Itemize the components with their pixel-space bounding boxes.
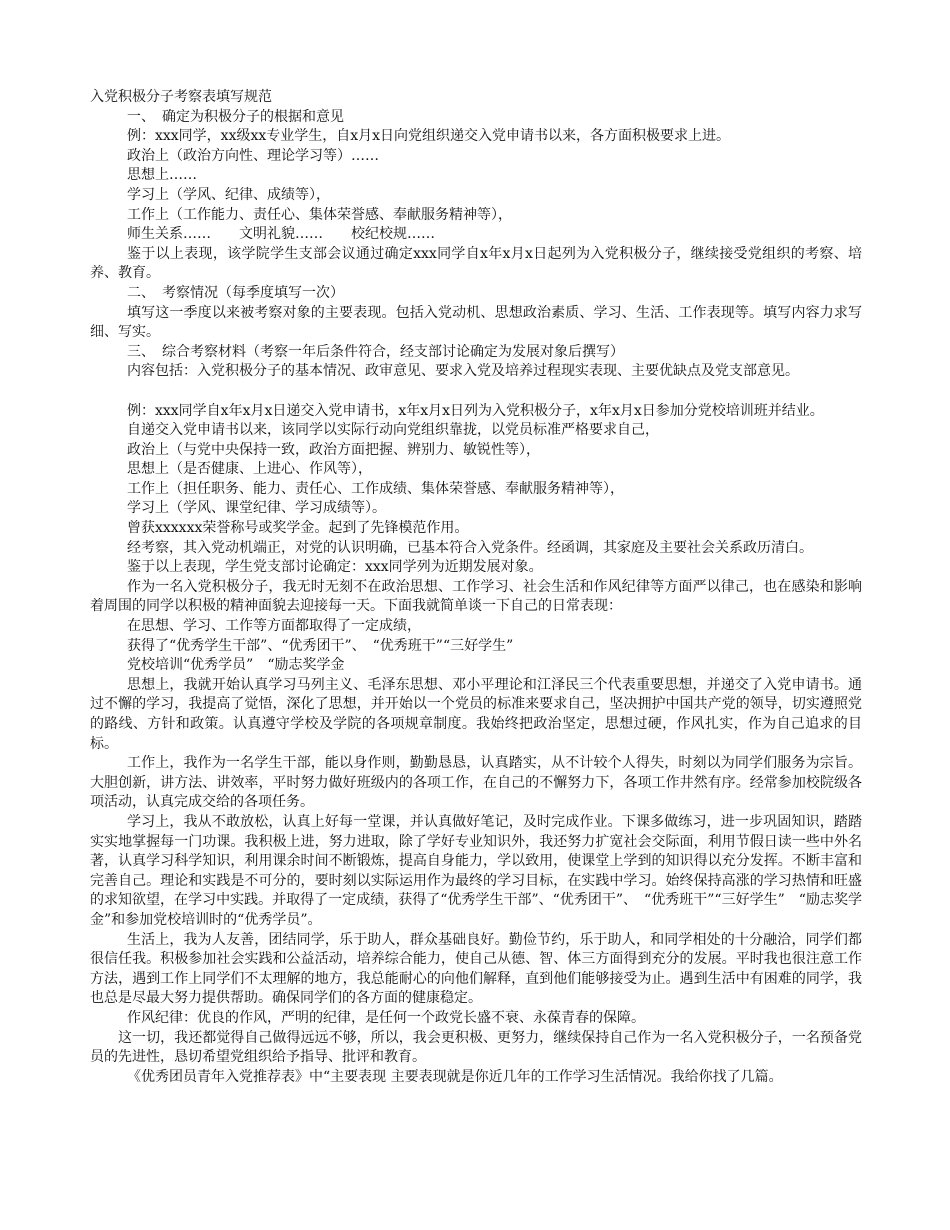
paragraph: 政治上（与党中央保持一致，政治方面把握、辨别力、敏锐性等）， bbox=[127, 441, 540, 458]
paragraph: 获得了“优秀学生干部”、“优秀团干”、 “优秀班干”“三好学生” bbox=[127, 637, 514, 654]
blank-line bbox=[90, 382, 862, 402]
paragraph: 鉴于以上表现，学生党支部讨论确定：xxx同学列为近期发展对象。 bbox=[127, 559, 543, 576]
paragraph: 思想上，我就开始认真学习马列主义、毛泽东思想、邓小平理论和江泽民三个代表重要思想，并递交了入党申请书。通过不懈的学习，我提高了觉悟，深化了思想，并开始以一个党员的标准来要求自己，坚决拥护中国共产党的领导，切实遵照党的路线、方针和政策。认真遵守学校及学院的各项规章制度。我始终把政治坚定，思想过硬，作风扎实，作为自己追求的目标。 bbox=[90, 676, 862, 752]
paragraph: 《优秀团员青年入党推荐表》中“主要表现 主要表现就是你近几年的工作学习生活情况。我给你找了几篇。 bbox=[127, 1068, 783, 1085]
paragraph: 填写这一季度以来被考察对象的主要表现。包括入党动机、思想政治素质、学习、生活、工作表现等。填写内容力求写细、写实。 bbox=[90, 304, 862, 341]
paragraph: 学习上（学风、课堂纪律、学习成绩等）。 bbox=[127, 500, 386, 517]
paragraph: 作风纪律：优良的作风，严明的纪律，是任何一个政党长盛不衰、永葆青春的保障。 bbox=[127, 1009, 645, 1026]
paragraph: 在思想、学习、工作等方面都取得了一定成绩， bbox=[127, 618, 421, 635]
document-title: 入党积极分子考察表填写规范 bbox=[90, 89, 272, 105]
paragraph: 自递交入党申请书以来，该同学以实际行动向党组织靠拢，以党员标准严格要求自己， bbox=[127, 422, 659, 439]
paragraph: 生活上，我为人友善，团结同学，乐于助人，群众基础良好。勤俭节约，乐于助人，和同学相处的十分融洽，同学们都很信任我。积极参加社会实践和公益活动，培养综合能力，使自己从德、智、体三方面得到充分的发展。平时我也很注意工作方法，遇到工作上同学们不太理解的地方，我总能耐心的向他们解释，直到他们能够接受为止。遇到生活中有困难的同学，我也总是尽最大努力提供帮助。确保同学们的各方面的健康稳定。 bbox=[90, 931, 862, 1007]
paragraph: 师生关系…… 文明礼貌…… 校纪校规…… bbox=[127, 226, 435, 243]
paragraph: 这一切，我还都觉得自己做得远远不够，所以，我会更积极、更努力，继续保持自己作为一名入党积极分子，一名预备党员的先进性，恳切希望党组织给予指导、批评和教育。 bbox=[90, 1029, 862, 1066]
paragraph: 政治上（政治方向性、理论学习等）…… bbox=[127, 147, 379, 164]
paragraph: 例：xxx同学自x年x月x日递交入党申请书，x年x月x日列为入党积极分子，x年x月x日参加分党校培训班并结业。 bbox=[127, 402, 824, 419]
paragraph: 曾获xxxxxx荣誉称号或奖学金。起到了先锋模范作用。 bbox=[127, 520, 469, 537]
paragraph: 学习上（学风、纪律、成绩等）， bbox=[127, 186, 330, 203]
paragraph: 思想上（是否健康、上进心、作风等）， bbox=[127, 461, 372, 478]
section-heading: 二、 考察情况（每季度填写一次） bbox=[127, 284, 344, 301]
paragraph: 学习上，我从不敢放松，认真上好每一堂课，并认真做好笔记，及时完成作业。下课多做练习，进一步巩固知识，踏踏实实地掌握每一门功课。我积极上进，努力进取，除了学好专业知识外，我还努力扩宽社会交际面，利用节假日读一些中外名著，认真学习科学知识，利用课余时间不断锻炼，提高自身能力，学以致用，使课堂上学到的知识得以充分发挥。不断丰富和完善自己。理论和实践是不可分的，要时刻以实际运用作为最终的学习目标，在实践中学习。始终保持高涨的学习热情和旺盛的求知欲望，在学习中实践。并取得了一定成绩，获得了“优秀学生干部”、“优秀团干”、 “优秀班干”“三好学生” “励志奖学金”和参加党校培训时的“优秀学员”。 bbox=[90, 813, 862, 928]
paragraph: 内容包括：入党积极分子的基本情况、政审意见、要求入党及培养过程现实表现、主要优缺点及党支部意见。 bbox=[127, 363, 799, 380]
paragraph: 作为一名入党积极分子，我无时无刻不在政治思想、工作学习、社会生活和作风纪律等方面严以律己，也在感染和影响着周围的同学以积极的精神面貌去迎接每一天。下面我就简单谈一下自己的日常表现： bbox=[90, 578, 862, 615]
paragraph: 例：xxx同学，xx级xx专业学生，自x月x日向党组织递交入党申请书以来，各方面积极要求上进。 bbox=[127, 128, 731, 145]
paragraph: 工作上（担任职务、能力、责任心、工作成绩、集体荣誉感、奉献服务精神等）， bbox=[127, 480, 624, 497]
paragraph: 工作上（工作能力、责任心、集体荣誉感、奉献服务精神等）， bbox=[127, 206, 512, 223]
paragraph: 党校培训“优秀学员” “励志奖学金 bbox=[127, 657, 345, 674]
section-heading: 三、 综合考察材料（考察一年后条件符合，经支部讨论确定为发展对象后撰写） bbox=[127, 343, 624, 360]
paragraph: 鉴于以上表现，该学院学生支部会议通过确定xxx同学自x年x月x日起列为入党积极分子，继续接受党组织的考察、培养、教育。 bbox=[90, 245, 862, 282]
section-heading: 一、 确定为积极分子的根据和意见 bbox=[127, 108, 344, 125]
paragraph: 思想上…… bbox=[127, 167, 197, 184]
paragraph: 经考察，其入党动机端正，对党的认识明确，已基本符合入党条件。经函调，其家庭及主要社会关系政历清白。 bbox=[127, 539, 813, 556]
paragraph: 工作上，我作为一名学生干部，能以身作则，勤勤恳恳，认真踏实，从不计较个人得失，时刻以为同学们服务为宗旨。大胆创新，讲方法、讲效率，平时努力做好班级内的各项工作，在自己的不懈努力下，各项工作井然有序。经常参加校院级各项活动，认真完成交给的各项任务。 bbox=[90, 755, 862, 811]
